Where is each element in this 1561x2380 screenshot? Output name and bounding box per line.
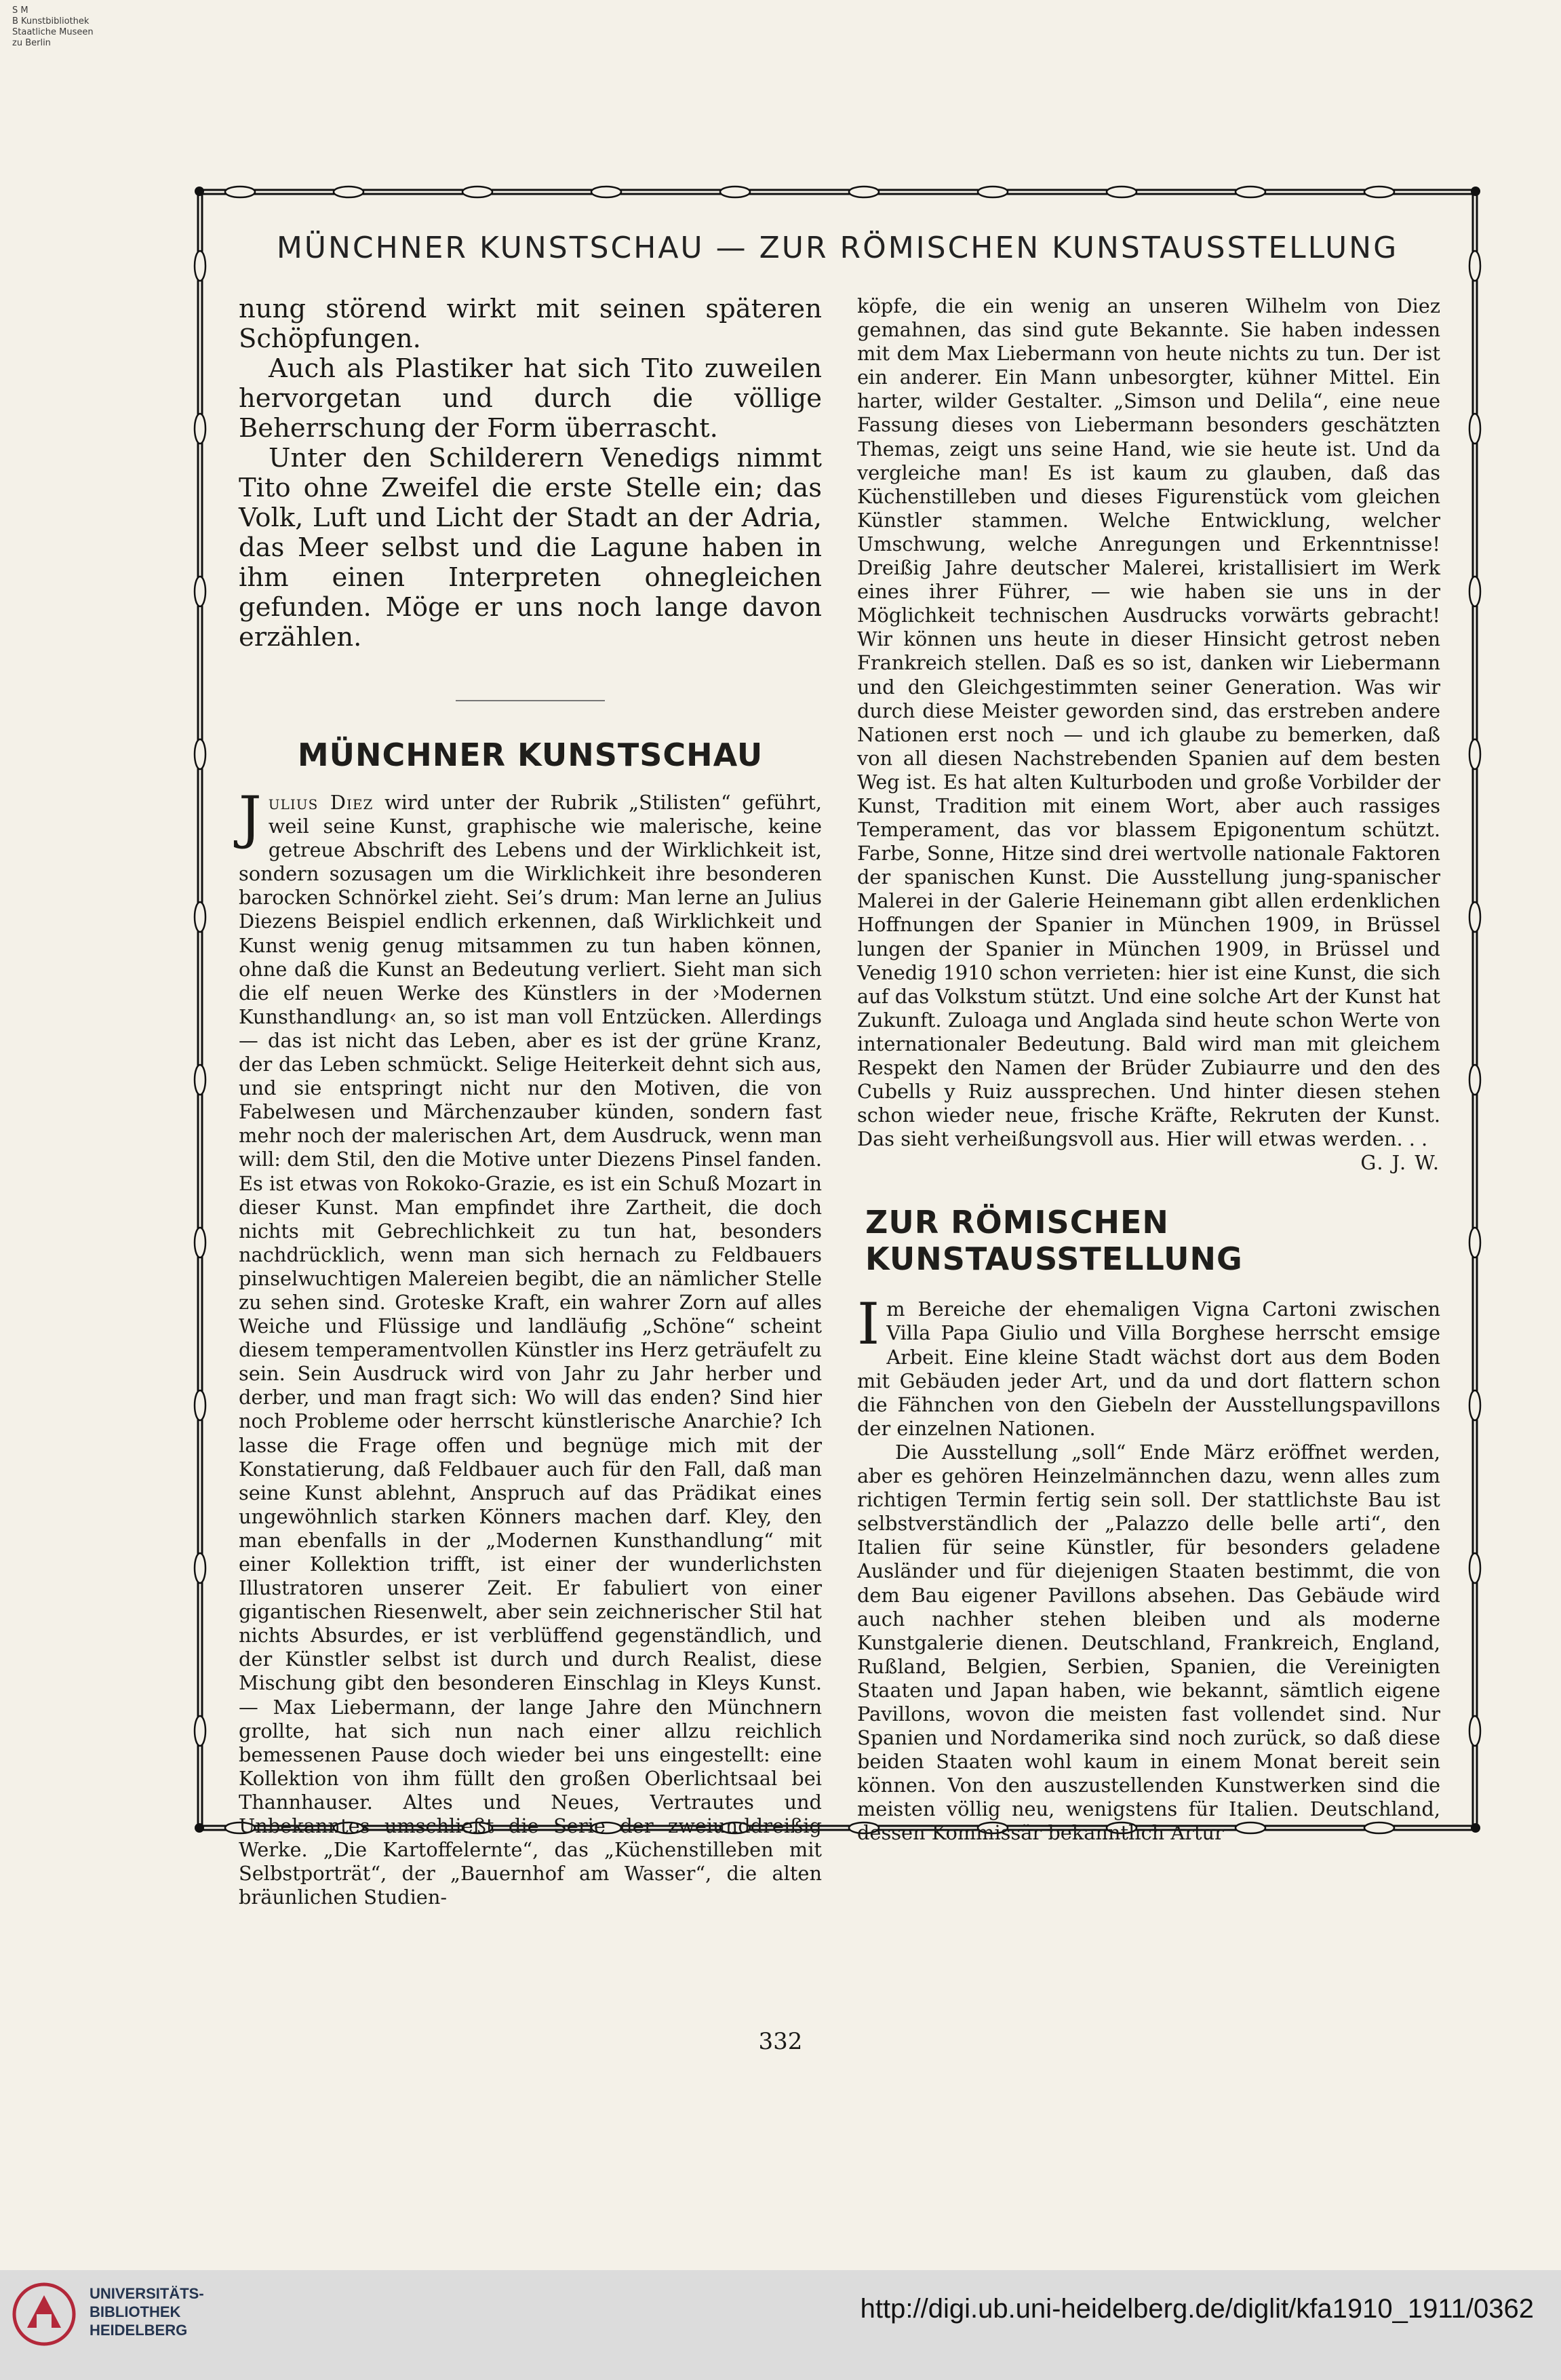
article-text: wird unter der Rubrik „Stilisten“ geführt, weil seine Kunst, graphische wie malerische, keine getreue Abschrift des Lebens und der Wirklichkeit ist, sondern sozusagen um die Wirklichkeit ihre besonderen barocken Schnörkel zieht. Sei’s drum: Man lerne an Julius Diezens Beispiel endlich erkennen, daß Wirklichkeit und Kunst wenig genug mitsammen zu tun haben können, ohne daß die Kunst an Bedeutung verliert. Sieht man sich die elf neuen Werke des Künstlers in der ›Modernen Kunsthandlung‹ an, so ist man voll Entzücken. Allerdings — das ist nicht das Leben, aber es ist der grüne Kranz, der das Leben schmückt. Selige Heiterkeit dehnt sich aus, und sie entspringt nicht nur den Motiven, die von Fabelwesen und Märchenzauber künden, sondern fast mehr noch der malerischen Art, dem Ausdruck, wenn man will: dem Stil, den die Motive unter Diezens Pinsel fanden. Es ist etwas von Rokoko-Grazie, es ist ein Schuß Mozart in dieser Kunst. Man empfindet ihre Zartheit, die doch nichts mit Gebrechlichkeit zu tun hat, besonders nachdrücklich, wenn man sich hernach zu Feldbauers pinselwuchtigen Malereien begibt, die an nämlicher Stelle zu sehen sind. Groteske Kraft, ein wahrer Zorn auf alles Weiche und Flüssige und landläufig „Schöne“ scheint diesem temperamentvollen Künstler ins Herz geträufelt zu sein. Sein Ausdruck wird von Jahr zu Jahr herber und derber, und man fragt sich: Wo will das enden? Sind hier noch Probleme oder herrscht künstlerische Anarchie? Ich lasse die Frage offen und begnüge mich mit der Konstatierung, daß Feldbauer auch für den Fall, daß man seine Kunst ablehnt, Anspruch auf das Prädikat eines ungewöhnlich starken Könners machen darf. Kley, den man ebenfalls in der „Modernen Kunsthandlung“ mit einer Kollektion trifft, ist einer der wunderlichsten Illustratoren unserer Zeit. Er fabuliert von einer gigantischen Riesenwelt, aber sein zeichnerischer Stil hat nichts Absurdes, er ist verblüffend gegenständlich, und der Künstler selbst ist durch und durch Realist, diese Mischung gibt den besonderen Einschlag in Kleys Kunst. — Max Liebermann, der lange Jahre den Münchnern grollte, hat sich nun nach einer allzu reichlich bemessenen Pause doch wieder bei uns eingestellt: eine Kollektion von ihm füllt den großen Oberlichtsaal bei Thannhauser. Altes und Neues, Vertrautes und Unbekanntes umschließt die Serie der zweiunddreißig Werke. „Die Kartoffelernte“, das „Küchenstilleben mit Selbstporträt“, der „Bauernhof am Wasser“, die alten bräunlichen Studien- — [239, 791, 822, 1909]
university-logo — [7, 2280, 81, 2348]
section-heading: ZUR RÖMISCHEN KUNSTAUSSTELLUNG — [865, 1204, 1243, 1278]
university-name-line: BIBLIOTHEK — [90, 2303, 181, 2320]
paragraph — [857, 294, 1440, 1175]
paragraph: nung störend wirkt mit seinen späteren Schöpfungen. — [239, 294, 822, 354]
paragraph: Die Ausstellung „soll“ Ende März eröffnet werden, aber es gehören Heinzelmännchen dazu, wenn alles zum richtigen Termin fertig sein soll. Der stattlichste Bau ist selbstverständlich der „Palazzo delle belle arti“, den Italien für seine Künstler, für besonders geladene Ausländer und für diejenigen Staaten bestimmt, die von dem Bau eigener Pavillons absehen. Das Gebäude wird auch nachher stehen bleiben und als moderne Kunstgalerie dienen. Deutschland, Frankreich, England, Rußland, Belgien, Serbien, Spanien, die Vereinigten Staaten und Japan haben, wie bekannt, sämtlich eigene Pavillons, wovon die meisten fast vollendet sind. Nur Spanien und Nordamerika sind noch zurück, so daß diese beiden Staaten wohl kaum in einem Monat bereit sein können. Von den auszustellenden Kunstwerken sind die meisten völlig neu, wenigstens für Italien. Deutschland, dessen Kommissär bekanntlich Artur — [857, 1440, 1440, 1845]
university-name — [90, 2284, 204, 2339]
article-paragraph — [239, 784, 822, 1909]
stamp-line: B Kunstbibliothek — [12, 16, 90, 26]
paragraph: Unter den Schilderern Venedigs nimmt Tito ohne Zweifel die erste Stelle ein; das Volk, Luft und Licht der Stadt an der Adria, das Meer selbst und die Lagune haben in ihm einen Interpreten ohnegleichen gefunden. Möge er uns noch lange davon erzählen. — [239, 443, 822, 652]
author-signature: G. J. W. — [1360, 1151, 1440, 1175]
source-url-link[interactable]: http://digi.ub.uni-heidelberg.de/diglit/kfa1910_1911/0362 — [860, 2294, 1534, 2324]
section-separator — [456, 700, 605, 701]
paragraph-text: köpfe, die ein wenig an unseren Wilhelm von Diez gemahnen, das sind gute Bekannte. Sie haben indessen mit dem Max Liebermann von heute nichts zu tun. Der ist ein anderer. Ein Mann unbesorgter, kühner Mittel. Ein harter, wilder Gestalter. „Simson und Delila“, eine neue Fassung dieses von Liebermann besonders geschätzten Themas, zeigt uns seine Hand, wie sie heute ist. Und da vergleiche man! Es ist kaum zu glauben, daß das Küchenstilleben und dieses Figurenstück vom gleichen Künstler stammen. Welche Entwicklung, welcher Umschwung, welche Anregungen und Erkenntnisse! Dreißig Jahre deutscher Malerei, kristallisiert im Werk eines ihrer Führer, — wie haben sie uns in der Möglichkeit technischen Ausdrucks vorwärts gebracht! Wir können uns heute in dieser Hinsicht getrost neben Frankreich stellen. Daß es so ist, danken wir Liebermann und den Gleichgestimmten seiner Generation. Was wir durch diese Meister geworden sind, das erstreben andere Nationen erst noch — und ich glaube zu bemerken, daß von all diesen Nachstrebenden Spanien auf dem besten Weg ist. Es hat alten Kulturboden und große Vorbilder der Kunst, Tradition mit einem Wort, aber auch rassiges Temperament, das vor blassem Epigonentum schützt. Farbe, Sonne, Hitze sind drei wertvolle nationale Faktoren der spanischen Kunst. Die Ausstellung jung-spanischer Malerei in der Galerie Heinemann gibt allen erdenklichen Hoffnungen der Spanier in München 1909, in Brüssel lungen der Spanier in München 1909, in Brüssel und Venedig 1910 schon verrieten: hier ist eine Kunst, die sich auf das Volkstum stützt. Und eine solche Art der Kunst hat Zukunft. Zuloaga und Anglada sind heute schon Werte von internationaler Bedeutung. Bald wird man mit gleichem Respekt den Namen der Brüder Zubiaurre und den des Cubells y Ruiz aussprechen. Und hinter diesen stehen schon wieder neue, frische Kräfte, Rekruten der Kunst. Das sieht verheißungsvoll aus. Hier will etwas werden. . . — [857, 294, 1440, 1151]
section-heading: MÜNCHNER KUNSTSCHAU — [297, 737, 764, 773]
university-name-line: UNIVERSITÄTS- — [90, 2285, 204, 2302]
article-opening: ulius Diez — [268, 791, 374, 814]
seal-icon — [7, 2280, 81, 2348]
drop-cap: I — [857, 1291, 880, 1358]
right-column — [857, 294, 1440, 1846]
stamp-line: S M — [12, 5, 28, 16]
paragraph: Auch als Plastiker hat sich Tito zuweilen hervorgetan und durch die völlige Beherrschung der Form überrascht. — [239, 353, 822, 444]
university-name-line: HEIDELBERG — [90, 2322, 188, 2339]
paragraph-text: m Bereiche der ehemaligen Vigna Cartoni zwischen Villa Papa Giulio und Villa Borghese herrscht emsige Arbeit. Eine kleine Stadt wächst dort aus dem Boden mit Gebäuden jeder Art, und da und dort flattern schon die Fähnchen von den Giebeln der Ausstellungspavillons der einzelnen Nationen. — [857, 1298, 1440, 1440]
running-head: MÜNCHNER KUNSTSCHAU — ZUR RÖMISCHEN KUNSTAUSSTELLUNG — [276, 231, 1399, 265]
paragraph — [857, 1291, 1440, 1441]
footer-bar — [0, 2270, 1561, 2380]
stamp-line: zu Berlin — [12, 38, 51, 48]
stamp-line: Staatliche Museen — [12, 27, 94, 37]
left-column — [239, 294, 822, 1909]
drop-cap: J — [239, 784, 262, 851]
library-stamp — [12, 5, 94, 49]
page-number: 332 — [758, 2028, 803, 2055]
